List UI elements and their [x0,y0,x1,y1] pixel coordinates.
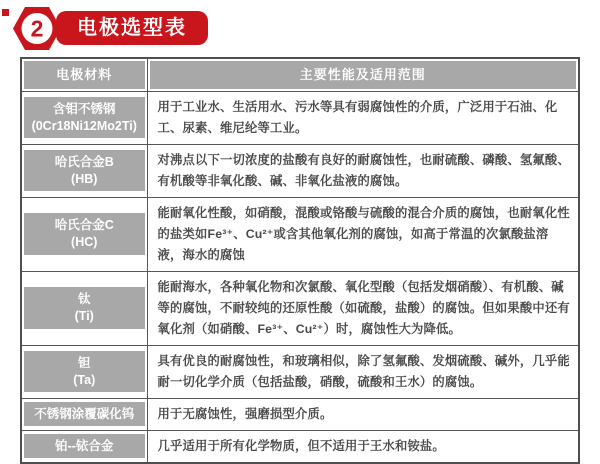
table-row [21,345,579,398]
material-name: 哈氏合金C [54,218,114,233]
electrode-selection-table [20,57,580,464]
description-cell [147,271,579,345]
material-grade: (Ta) [73,372,96,387]
table-row [21,91,579,144]
material-name: 铂--铱合金 [55,438,114,453]
description-cell [147,144,579,197]
hexagon-badge-icon [12,4,62,53]
table-header-row [21,58,579,91]
material-name: 钽 [77,355,91,370]
description-cell [147,197,579,271]
table-row [21,197,579,271]
badge-number: 2 [30,15,44,42]
header-cell-material [21,58,147,91]
material-cell [21,398,147,430]
material-description: 能耐氧化性酸，如硝酸，混酸或铬酸与硫酸的混合介质的腐蚀，也耐氧化性的盐类如Fe³⁺、Cu²⁺或含其他氧化剂的腐蚀，如高于常温的次氯酸盐溶液，海水的腐蚀 [157,205,570,262]
corner-accent-square [2,9,9,16]
material-name: 钛 [77,292,91,307]
title-banner [0,0,600,56]
material-cell [21,430,147,463]
material-grade: (HC) [71,235,98,250]
material-description: 用于工业水、生活用水、污水等具有弱腐蚀性的介质，广泛用于石油、化工、尿素、维尼纶等工业。 [157,99,558,135]
material-grade: (HB) [71,171,98,186]
description-cell [147,91,579,144]
material-description: 用于无腐蚀性，强磨损型介质。 [157,406,333,421]
material-cell [21,345,147,398]
title-pill [56,11,208,45]
table-row [21,144,579,197]
material-name: 哈氏合金B [54,154,114,169]
material-cell [21,144,147,197]
material-cell [21,197,147,271]
material-description: 具有优良的耐腐蚀性，和玻璃相似，除了氢氟酸、发烟硫酸、碱外，几乎能耐一切化学介质（包括盐酸，硝酸，硫酸和王水）的腐蚀。 [157,353,570,389]
material-description: 对沸点以下一切浓度的盐酸有良好的耐腐蚀性，也耐硫酸、磷酸、氢氟酸、有机酸等非氧化酸、碱、非氧化盐液的腐蚀。 [157,152,570,188]
table-row [21,271,579,345]
material-cell [21,91,147,144]
material-name: 含钼不锈钢 [52,101,116,116]
material-grade: (Ti) [74,309,94,324]
description-cell [147,430,579,463]
description-cell [147,345,579,398]
column-header: 电极材料 [56,67,113,82]
header-cell-performance [147,58,579,91]
material-cell [21,271,147,345]
material-description: 能耐海水，各种氧化物和次氯酸、氧化型酸（包括发烟硝酸）、有机酸、碱等的腐蚀，不耐较纯的还原性酸（如硫酸，盐酸）的腐蚀。但如果酸中还有氧化剂（如硝酸、Fe³⁺、Cu²⁺）时，腐蚀性大为降低。 [157,279,570,336]
page-title: 电极选型表 [77,17,187,39]
material-grade: (0Cr18Ni12Mo2Ti) [31,118,137,133]
table-row [21,430,579,463]
column-header: 主要性能及适用范围 [299,67,426,82]
material-name: 不锈钢涂覆碳化钨 [34,406,135,421]
section-number-badge [12,4,62,53]
table-row [21,398,579,430]
material-description: 几乎适用于所有化学物质，但不适用于王水和铵盐。 [157,438,445,453]
description-cell [147,398,579,430]
